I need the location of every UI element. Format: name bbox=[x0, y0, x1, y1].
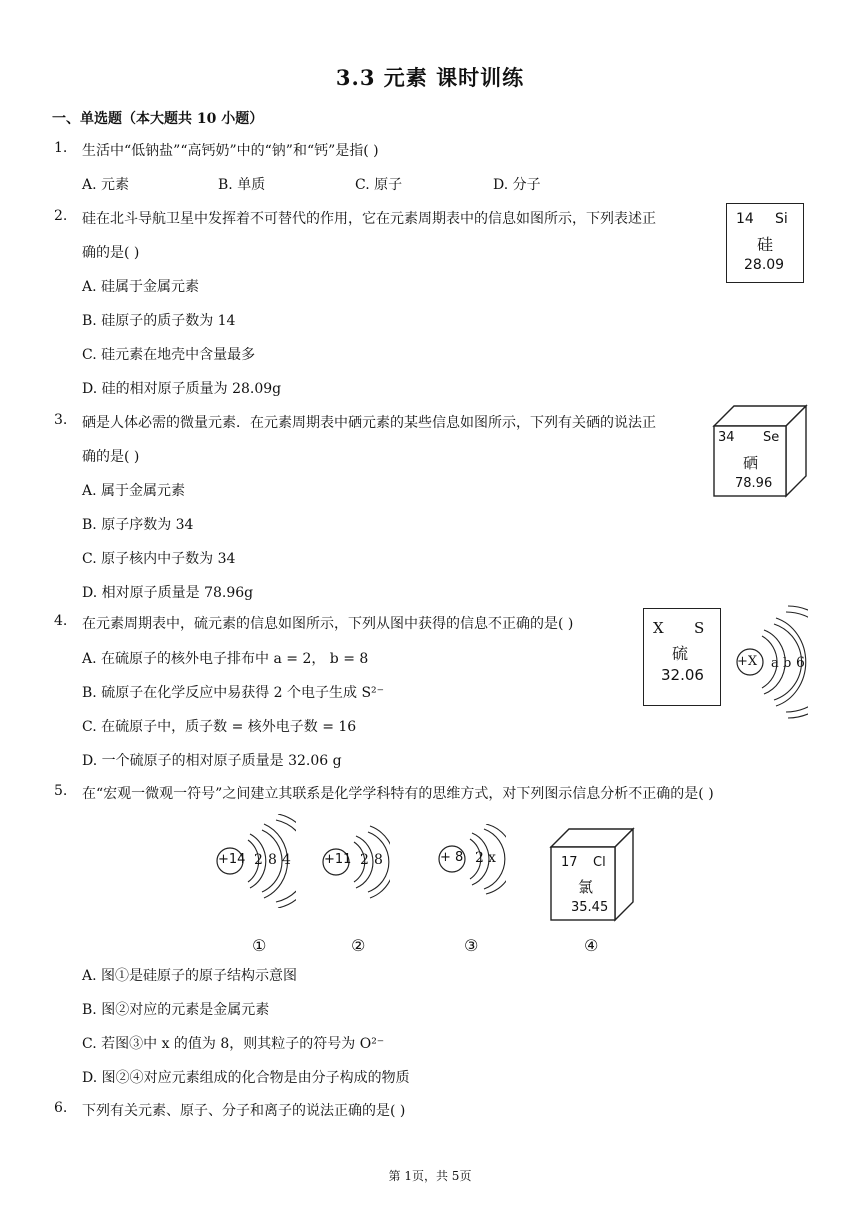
element-card-silicon bbox=[726, 203, 804, 283]
option-d: D. 相对原子质量是 78.96g bbox=[82, 585, 254, 601]
shell-electrons: 2 bbox=[475, 850, 484, 866]
shell-electrons: 2 bbox=[360, 852, 369, 868]
atomic-number: 14 bbox=[736, 211, 754, 227]
element-symbol: S bbox=[694, 619, 705, 637]
option-a: A. 属于金属元素 bbox=[82, 483, 186, 499]
question-number: 6. bbox=[54, 1100, 68, 1116]
question-number: 5. bbox=[54, 783, 68, 799]
question-text: 在元素周期表中，硫元素的信息如图所示，下列从图中获得的信息不正确的是( ) bbox=[82, 616, 574, 632]
option-b: B. 原子序数为 34 bbox=[82, 517, 194, 533]
option-c: C. 在硫原子中，质子数 = 核外电子数 = 16 bbox=[82, 719, 357, 735]
question-text: 在“宏观一微观一符号”之间建立其联系是化学学科特有的思维方式，对下列图示信息分析不正确的是( ) bbox=[82, 786, 714, 802]
option-c: C. 原子 bbox=[355, 177, 403, 193]
diagram-label: ③ bbox=[464, 936, 479, 955]
question-number: 2. bbox=[54, 208, 68, 224]
atomic-number: 34 bbox=[718, 430, 735, 445]
page-title: 3.3 元素 课时训练 bbox=[335, 65, 525, 90]
element-name: 氯 bbox=[578, 878, 594, 896]
option-a: A. 图①是硅原子的原子结构示意图 bbox=[82, 968, 298, 984]
question-number: 4. bbox=[54, 613, 68, 629]
option-b: B. 单质 bbox=[218, 177, 266, 193]
element-name: 硅 bbox=[757, 235, 774, 254]
option-c: C. 硅元素在地壳中含量最多 bbox=[82, 347, 256, 363]
element-symbol: Se bbox=[763, 430, 780, 445]
shell-electrons: 8 bbox=[374, 852, 383, 868]
section-heading: 一、单选题（本大题共 10 小题） bbox=[52, 111, 264, 127]
option-d: D. 一个硫原子的相对原子质量是 32.06 g bbox=[82, 753, 342, 769]
option-d: D. 分子 bbox=[493, 177, 541, 193]
option-c: C. 若图③中 x 的值为 8，则其粒子的符号为 O²⁻ bbox=[82, 1036, 385, 1052]
shell-electrons: 4 bbox=[282, 852, 291, 868]
atomic-number: 17 bbox=[561, 855, 578, 870]
element-card-sulfur bbox=[643, 608, 721, 706]
nucleus-charge: +14 bbox=[218, 852, 246, 867]
nucleus-charge: +X bbox=[737, 654, 758, 669]
atomic-mass: 78.96 bbox=[735, 476, 773, 491]
nucleus-charge: +11 bbox=[324, 852, 352, 867]
question-number: 1. bbox=[54, 140, 68, 156]
option-d: D. 图②④对应元素组成的化合物是由分子构成的物质 bbox=[82, 1070, 410, 1086]
atomic-mass: 32.06 bbox=[661, 666, 704, 684]
element-name: 硒 bbox=[743, 454, 759, 472]
element-name: 硫 bbox=[672, 644, 689, 663]
diagram-label: ② bbox=[351, 936, 366, 955]
nucleus-charge: + 8 bbox=[440, 850, 464, 865]
atomic-mass: 28.09 bbox=[744, 257, 785, 273]
question-text-continued: 确的是( ) bbox=[82, 449, 140, 465]
option-b: B. 图②对应的元素是金属元素 bbox=[82, 1002, 270, 1018]
option-a: A. 在硫原子的核外电子排布中 a = 2， b = 8 bbox=[82, 651, 369, 667]
question-text-continued: 确的是( ) bbox=[82, 245, 140, 261]
element-symbol: Si bbox=[775, 211, 788, 227]
question-text: 生活中“低钠盐”“高钙奶”中的“钠”和“钙”是指( ) bbox=[82, 143, 379, 159]
option-d: D. 硅的相对原子质量为 28.09g bbox=[82, 381, 282, 397]
diagram-label: ④ bbox=[584, 936, 599, 955]
shell-electrons: 6 bbox=[796, 655, 805, 671]
shell-electrons: x bbox=[488, 850, 496, 866]
option-c: C. 原子核内中子数为 34 bbox=[82, 551, 236, 567]
option-a: A. 硅属于金属元素 bbox=[82, 279, 200, 295]
question-number: 3. bbox=[54, 412, 68, 428]
page-footer: 第 1页，共 5页 bbox=[388, 1169, 472, 1183]
shell-electrons: b bbox=[783, 656, 792, 671]
shell-electrons: a bbox=[771, 656, 779, 671]
option-b: B. 硫原子在化学反应中易获得 2 个电子生成 S²⁻ bbox=[82, 685, 385, 701]
question-text: 硒是人体必需的微量元素．在元素周期表中硒元素的某些信息如图所示，下列有关硒的说法正 bbox=[82, 415, 656, 431]
shell-electrons: 2 bbox=[254, 852, 263, 868]
atomic-mass: 35.45 bbox=[571, 900, 609, 915]
option-b: B. 硅原子的质子数为 14 bbox=[82, 313, 236, 329]
diagram-label: ① bbox=[252, 936, 267, 955]
question-text: 下列有关元素、原子、分子和离子的说法正确的是( ) bbox=[82, 1103, 406, 1119]
atomic-number: X bbox=[653, 619, 664, 637]
element-symbol: Cl bbox=[593, 855, 606, 870]
question-text: 硅在北斗导航卫星中发挥着不可替代的作用，它在元素周期表中的信息如图所示，下列表述正 bbox=[82, 211, 656, 227]
option-a: A. 元素 bbox=[82, 177, 130, 193]
shell-electrons: 8 bbox=[268, 852, 277, 868]
